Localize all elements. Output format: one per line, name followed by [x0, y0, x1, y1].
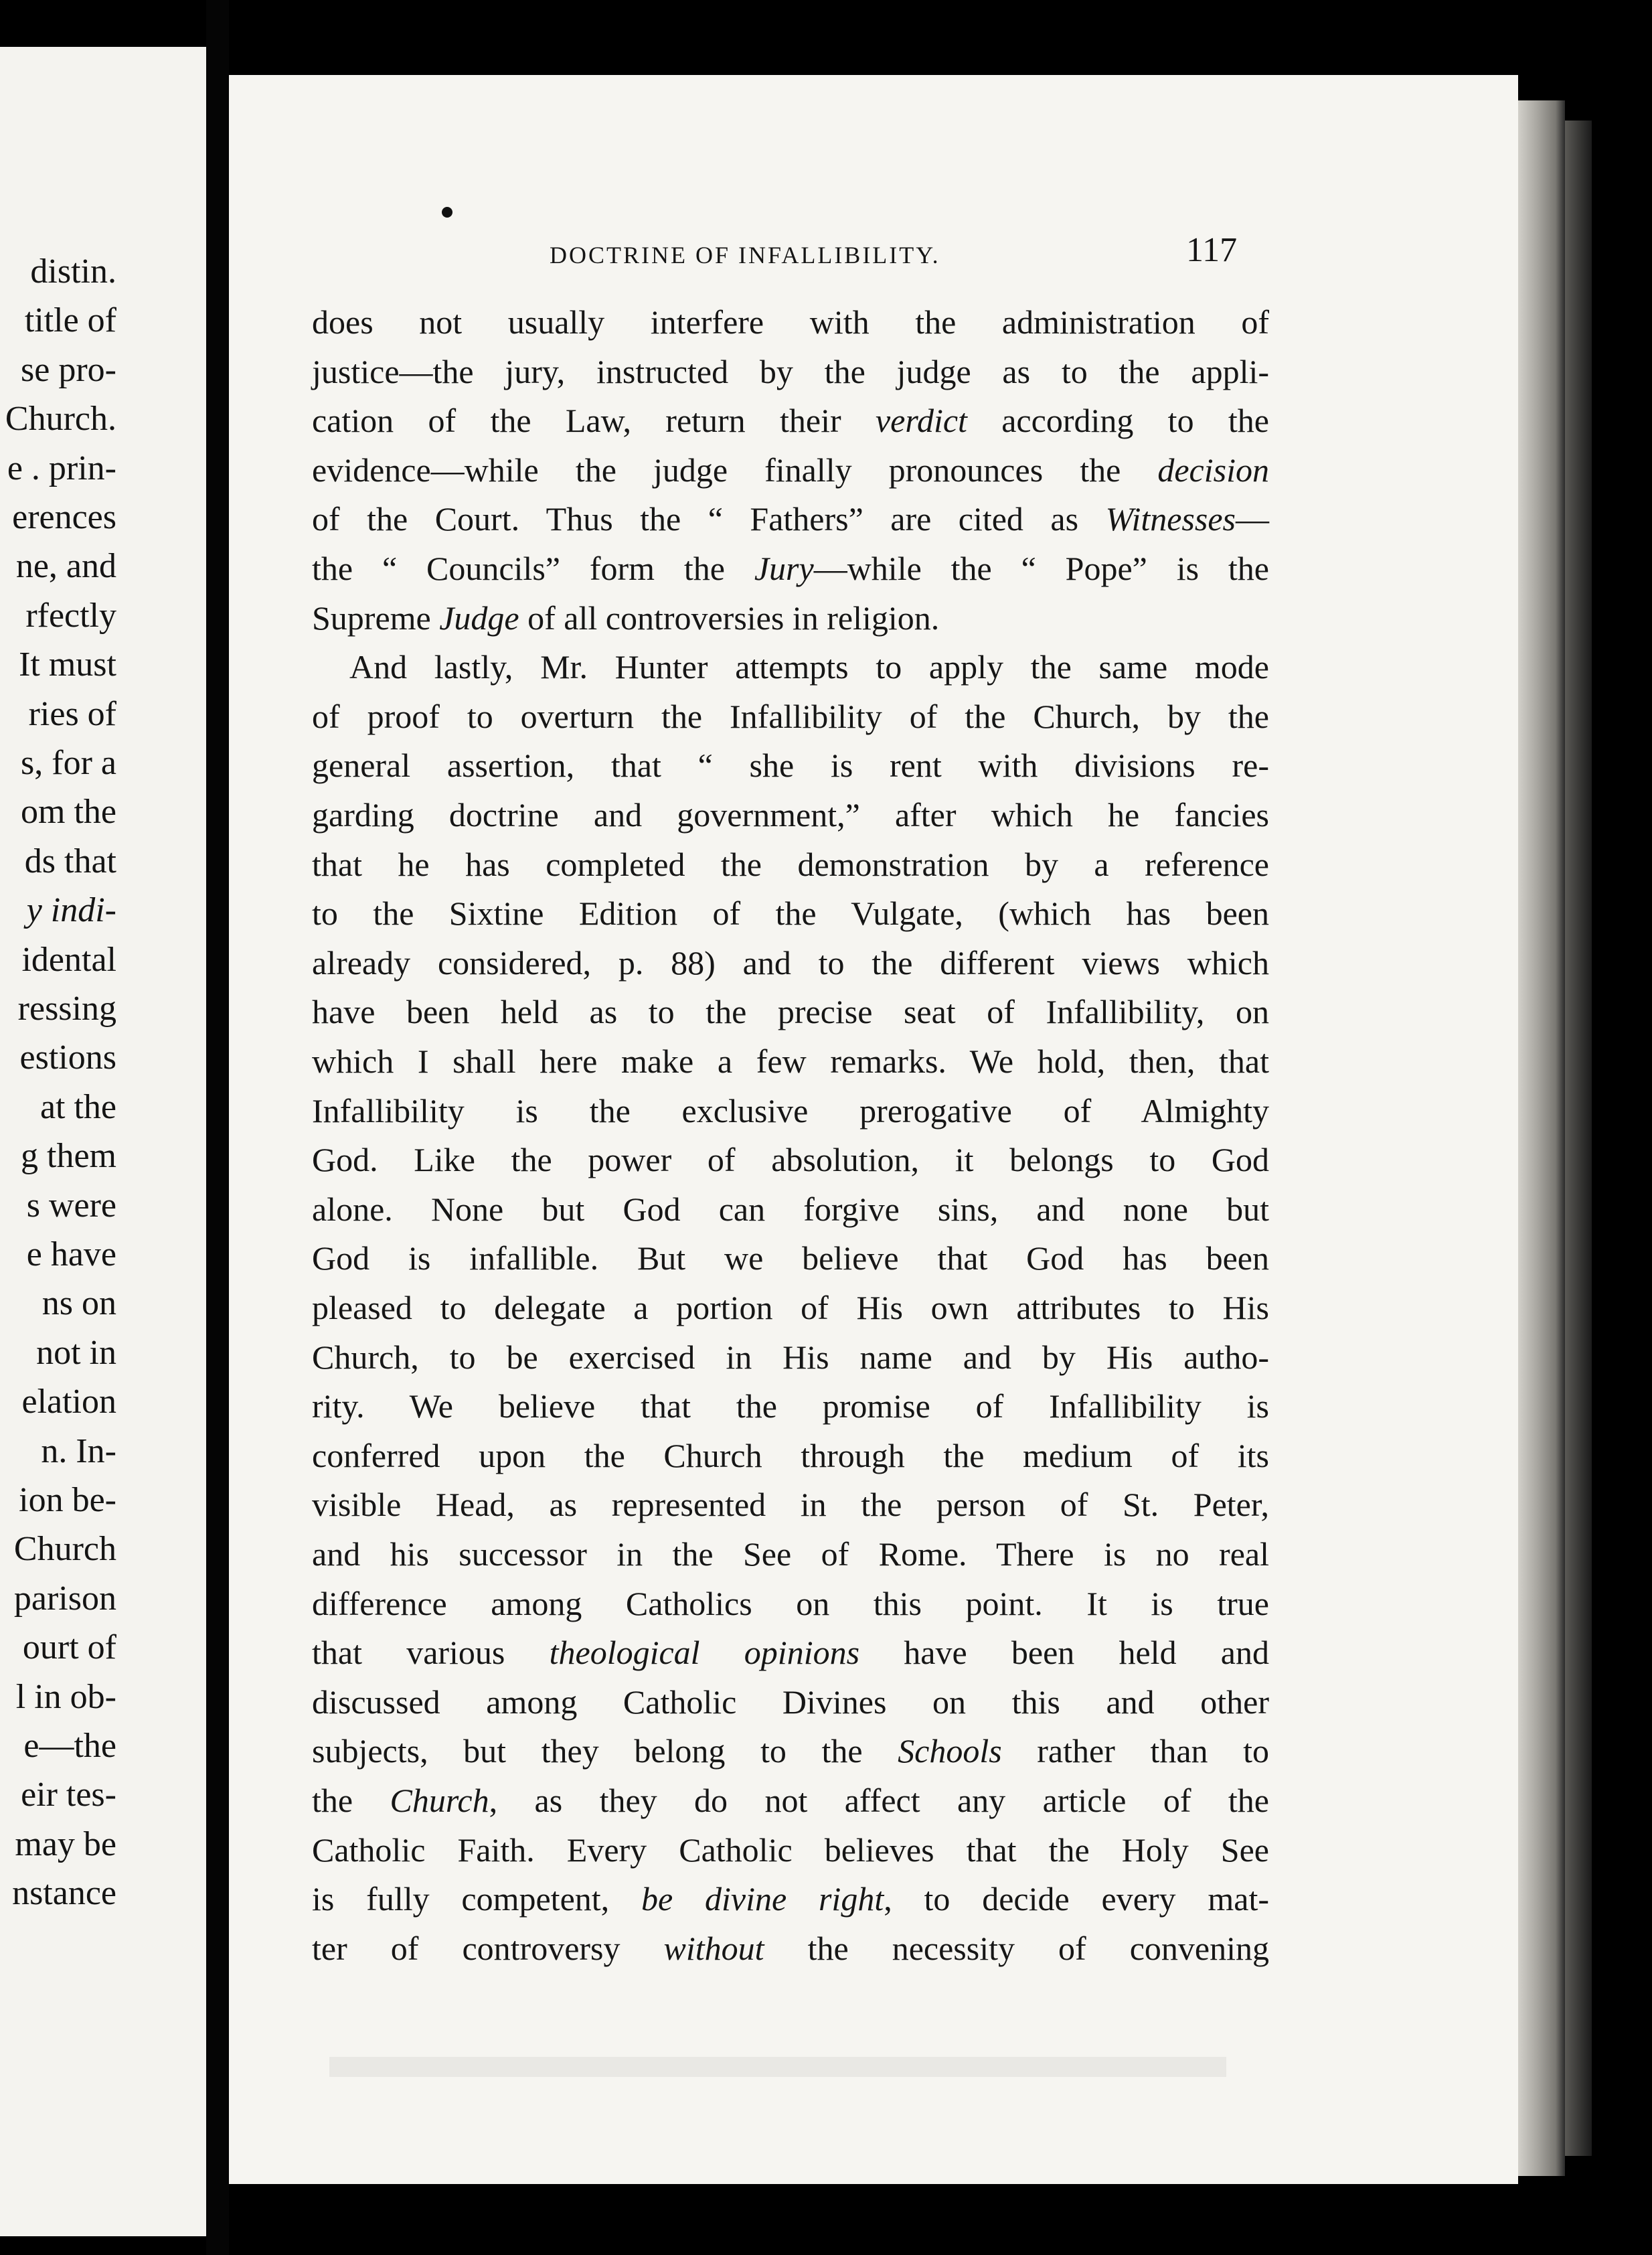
italic-run: verdict	[875, 402, 967, 440]
text-run: the	[312, 1782, 390, 1819]
body-line	[312, 498, 1269, 540]
text-run: and his successor in the See of Rome. There is no real	[312, 1535, 1269, 1573]
text-run: rather than to	[1001, 1732, 1269, 1770]
body-line	[312, 1533, 1269, 1575]
left-page-line: om the	[21, 793, 116, 832]
text-run: general assertion, that “ she is rent with divisions re-	[312, 747, 1269, 785]
body-line	[312, 1583, 1269, 1624]
body-line	[312, 696, 1269, 737]
left-page-line: elation	[21, 1383, 116, 1421]
text-run: justice—the jury, instructed by the judge as to the appli-	[312, 352, 1269, 390]
left-page-line: e—the	[23, 1727, 116, 1765]
text-run: according to the	[967, 402, 1269, 440]
text-run: , to decide every mat-	[884, 1880, 1269, 1918]
left-page-line: eir tes-	[21, 1776, 116, 1814]
left-page-line: Church	[13, 1530, 116, 1569]
body-line	[312, 1435, 1269, 1476]
page-edge	[1518, 100, 1565, 2176]
text-run: of all controversies in religion.	[519, 599, 940, 637]
left-page-line: se pro-	[21, 350, 116, 389]
body-line	[312, 449, 1269, 491]
text-run: that he has completed the demonstration by a reference	[312, 845, 1269, 883]
running-head: DOCTRINE OF INFALLIBILITY.	[550, 242, 940, 268]
body-line	[312, 1681, 1269, 1723]
left-page-line: estions	[19, 1038, 116, 1077]
body-line	[312, 1730, 1269, 1772]
body-line	[312, 597, 1269, 639]
left-page-line: ourt of	[22, 1628, 116, 1667]
body-line	[312, 991, 1269, 1032]
text-run: the “ Councils” form the	[312, 550, 754, 587]
left-page-line: s were	[26, 1186, 116, 1225]
text-run: discussed among Catholic Divines on this and other	[312, 1683, 1269, 1721]
left-page-line: not in	[36, 1333, 116, 1372]
left-page-line: distin.	[30, 252, 116, 291]
text-run: have been held as to the precise seat of Infallibility, on	[312, 993, 1269, 1031]
page-edge-shadow	[1565, 121, 1592, 2156]
text-run: of proof to overturn the Infallibility of the Church, by the	[312, 697, 1269, 735]
text-run: God. Like the power of absolution, it belongs to God	[312, 1141, 1269, 1179]
italic-run: Judge	[439, 599, 519, 637]
book-gutter	[206, 0, 229, 2255]
text-run: Church, to be exercised in His name and by His autho-	[312, 1338, 1269, 1376]
body-line	[312, 1632, 1269, 1673]
body-line	[312, 1484, 1269, 1525]
italic-run: be divine right	[641, 1880, 884, 1918]
left-page-line: may be	[15, 1824, 116, 1863]
text-run: rity. We believe that the promise of Infallibility is	[312, 1387, 1269, 1425]
italic-run: decision	[1157, 451, 1269, 489]
text-run: subjects, but they belong to the	[312, 1732, 898, 1770]
body-line	[312, 844, 1269, 885]
left-facing-page	[0, 47, 206, 2236]
italic-run: Witnesses	[1105, 500, 1236, 538]
body-line	[349, 646, 1269, 688]
body-line	[312, 892, 1269, 934]
body-line	[312, 942, 1269, 984]
body-line	[312, 745, 1269, 786]
page-number: 117	[1186, 231, 1238, 269]
text-run: Infallibility is the exclusive prerogative of Almighty	[312, 1091, 1269, 1130]
text-run: conferred upon the Church through the medium of its	[312, 1436, 1269, 1474]
text-run: Catholic Faith. Every Catholic believes that the Holy See	[312, 1831, 1269, 1869]
italic-run: Schools	[898, 1732, 1002, 1770]
text-run: already considered, p. 88) and to the different views which	[312, 943, 1269, 982]
text-run: garding doctrine and government,” after which he fancies	[312, 796, 1269, 834]
italic-run: Jury	[754, 550, 814, 587]
left-page-line: ries of	[28, 694, 116, 733]
text-run: alone. None but God can forgive sins, and none but	[312, 1190, 1269, 1228]
text-run: is fully competent,	[312, 1880, 641, 1918]
left-page-line: ns on	[42, 1284, 116, 1323]
body-line	[312, 1336, 1269, 1378]
italic-run: without	[663, 1929, 764, 1967]
left-page-line: title of	[24, 301, 116, 340]
text-run: which I shall here make a few remarks. We hold, then, that	[312, 1042, 1269, 1080]
text-run: to the Sixtine Edition of the Vulgate, (which has been	[312, 895, 1269, 933]
text-run: of the Court. Thus the “ Fathers” are cited as	[312, 500, 1106, 538]
text-run: Supreme	[312, 599, 440, 637]
text-run: And lastly, Mr. Hunter attempts to apply the same mode	[349, 648, 1269, 686]
text-run: visible Head, as represented in the person of St. Peter,	[312, 1486, 1269, 1524]
left-page-line: s, for a	[21, 744, 116, 782]
body-line	[312, 794, 1269, 836]
left-page-line: at the	[39, 1087, 116, 1126]
body-line	[312, 1928, 1269, 1969]
show-through-smudge	[329, 2057, 1226, 2077]
left-page-line: parison	[13, 1579, 116, 1618]
text-run: God is infallible. But we believe that God has been	[312, 1239, 1269, 1277]
body-line	[312, 1139, 1269, 1180]
text-run: that various	[312, 1634, 550, 1672]
left-page-line: nstance	[12, 1874, 116, 1913]
body-line	[312, 1188, 1269, 1230]
body-line	[312, 1829, 1269, 1871]
body-line	[312, 1780, 1269, 1821]
left-page-line: g them	[21, 1137, 116, 1176]
text-run: have been held and	[859, 1634, 1269, 1672]
body-line	[312, 351, 1269, 392]
italic-run: theological opinions	[549, 1634, 860, 1672]
left-page-line: e . prin-	[7, 449, 116, 487]
body-line	[312, 1385, 1269, 1427]
text-run: does not usually interfere with the administration of	[312, 303, 1269, 341]
text-run: , as they do not affect any article of the	[489, 1782, 1269, 1819]
left-page-line: ressing	[17, 990, 116, 1028]
left-page-line: rfectly	[25, 596, 116, 635]
body-line	[312, 301, 1269, 343]
text-run: cation of the Law, return their	[312, 402, 876, 440]
body-line	[312, 1090, 1269, 1132]
text-run: —	[1236, 500, 1269, 538]
main-page	[229, 75, 1518, 2184]
body-line	[312, 548, 1269, 589]
left-page-line: n. In-	[41, 1431, 116, 1470]
left-page-line: l in ob-	[15, 1677, 116, 1716]
left-page-line: It must	[19, 645, 116, 684]
left-page-line: idental	[21, 940, 116, 979]
text-run: ter of controversy	[312, 1929, 664, 1967]
page-mark	[442, 207, 452, 218]
left-page-line: y indi-	[26, 891, 116, 930]
body-line	[312, 1040, 1269, 1082]
body-line	[312, 1237, 1269, 1279]
body-line	[312, 400, 1269, 441]
left-page-line: ds that	[24, 842, 116, 880]
left-page-line: ne, and	[15, 547, 116, 586]
text-run: difference among Catholics on this point. It is true	[312, 1584, 1269, 1622]
text-run: pleased to delegate a portion of His own attributes to His	[312, 1289, 1269, 1326]
left-page-line: ion be-	[19, 1481, 116, 1519]
left-page-line: Church.	[5, 400, 116, 439]
body-line	[312, 1287, 1269, 1328]
italic-run: Church	[390, 1782, 489, 1819]
body-line	[312, 1878, 1269, 1920]
text-run: evidence—while the judge finally pronounces the	[312, 451, 1158, 489]
left-page-line: e have	[26, 1235, 116, 1273]
text-run: —while the “ Pope” is the	[813, 550, 1269, 587]
text-run: the necessity of convening	[764, 1929, 1269, 1967]
left-page-line: erences	[12, 498, 116, 536]
